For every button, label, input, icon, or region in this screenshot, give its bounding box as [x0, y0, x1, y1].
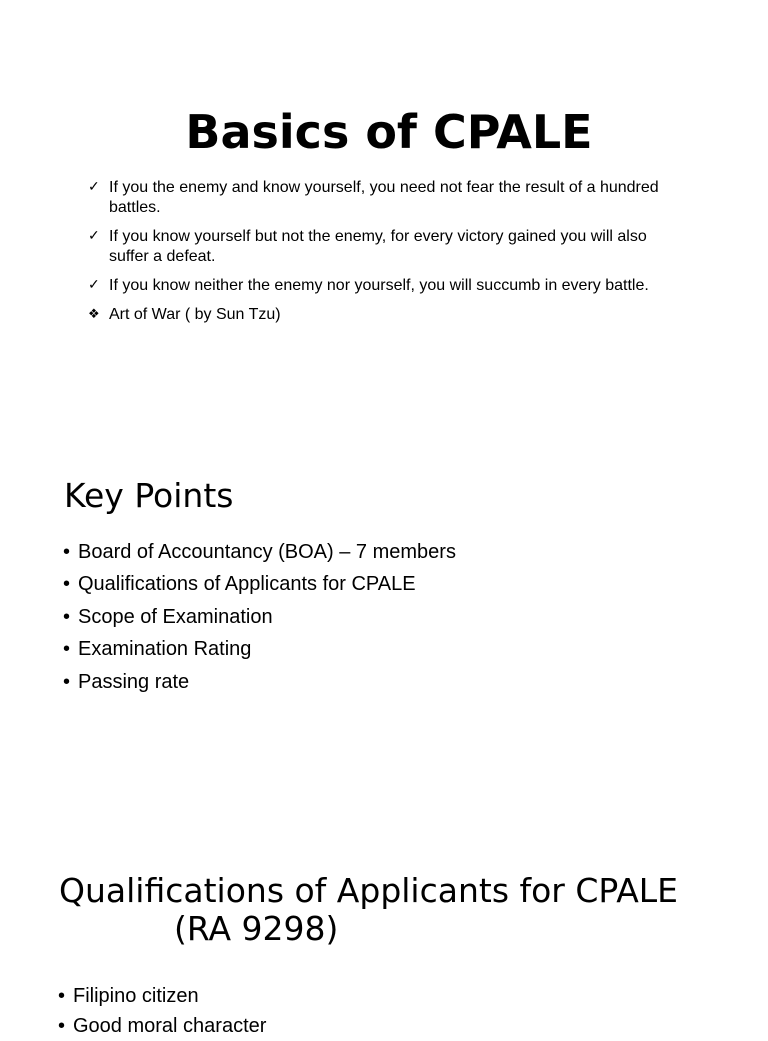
slide-title-line: Qualifications of Applicants for CPALE [59, 871, 679, 910]
bullet-list [63, 536, 456, 698]
bullet-icon: • [58, 1015, 66, 1037]
bullet-icon: • [63, 573, 71, 596]
list-item-text: If you know yourself but not the enemy, for every victory gained you will also suffer a defeat. [109, 228, 647, 265]
list-item-text: Good moral character [73, 1015, 267, 1037]
slide-subtitle: (RA 9298) [174, 909, 339, 948]
checkmark-icon: ✓ [88, 227, 100, 243]
list-item [63, 666, 456, 698]
quote-list [88, 178, 668, 334]
bullet-icon: • [63, 605, 71, 628]
list-item-text: Filipino citizen [73, 985, 199, 1007]
slide-title [59, 872, 679, 948]
list-item [63, 536, 456, 568]
list-item-text: Passing rate [78, 670, 190, 693]
list-item [88, 227, 668, 267]
bullet-icon: • [63, 670, 71, 693]
bullet-icon: • [63, 638, 71, 661]
list-item-text: Examination Rating [78, 638, 252, 661]
slide-qualifications [0, 866, 768, 1037]
slide-key-points [0, 470, 768, 710]
list-item-text: Board of Accountancy (BOA) – 7 members [78, 541, 456, 563]
list-item-text: If you the enemy and know yourself, you need not fear the result of a hundred battles. [109, 179, 659, 216]
list-item-text: Scope of Examination [78, 605, 273, 628]
list-item-text: Art of War ( by Sun Tzu) [109, 306, 281, 323]
slide-title: Basics of CPALE [185, 105, 593, 159]
slide-title: Key Points [64, 476, 234, 515]
four-diamond-icon: ❖ [88, 306, 99, 321]
list-item-text: Qualifications of Applicants for CPALE [78, 573, 416, 596]
bullet-icon: • [58, 985, 66, 1007]
bullet-icon: • [63, 541, 71, 563]
checkmark-icon: ✓ [88, 178, 100, 194]
list-item [88, 305, 668, 325]
list-item [58, 1011, 266, 1041]
list-item [88, 276, 668, 296]
list-item [58, 981, 266, 1011]
list-item-text: If you know neither the enemy nor yourself, you will succumb in every battle. [109, 277, 649, 294]
list-item [63, 568, 456, 600]
bullet-list [58, 981, 266, 1041]
checkmark-icon: ✓ [88, 276, 100, 292]
list-item [88, 178, 668, 218]
list-item [63, 633, 456, 665]
list-item [63, 601, 456, 633]
slide-basics-of-cpale [0, 0, 768, 400]
